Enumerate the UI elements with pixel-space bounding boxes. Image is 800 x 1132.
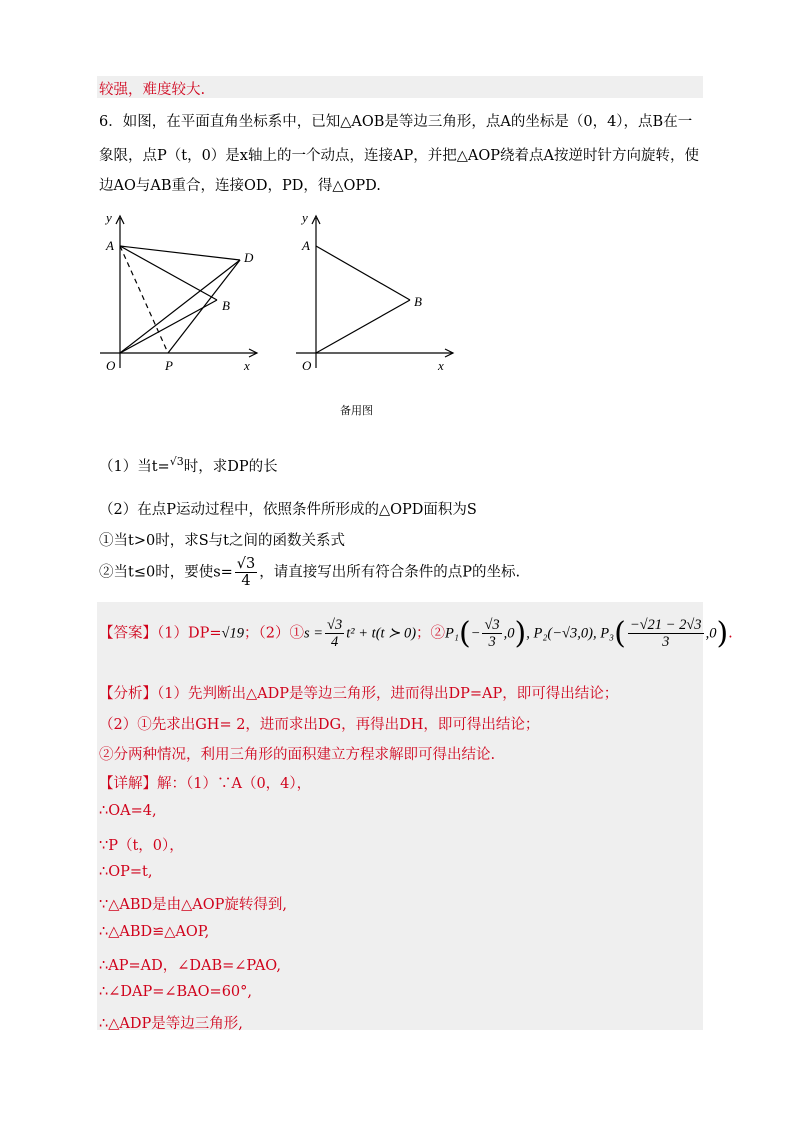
- segment-ob-2: [316, 300, 410, 353]
- q2b-text-a: ②当t≤0时，要使s=: [99, 564, 233, 581]
- q2b-den: 4: [241, 573, 251, 589]
- answer-p3-num: −√21 − 2√3: [629, 617, 702, 633]
- analysis-0: 【分析】（1）先判断出△ADP是等边三角形，进而得出DP=AP，即可得出结论；: [99, 686, 619, 702]
- label-a-2: A: [302, 238, 310, 253]
- answer-sep: ；②: [416, 625, 446, 642]
- label-x-2: x: [438, 358, 444, 373]
- answer-fraction: [325, 617, 344, 650]
- detail-4: ∵△ABD是由△AOP旋转得到,: [99, 897, 288, 913]
- answer-p3-tail: ,0: [705, 625, 717, 642]
- detail-3: ∴OP=t,: [99, 864, 153, 880]
- answer-sqrt19: √19: [221, 625, 244, 642]
- label-x: x: [244, 358, 250, 373]
- figure-2: [288, 208, 468, 378]
- label-o-2: O: [302, 358, 312, 373]
- detail-0: 【详解】解：（1）∵A（0，4），: [99, 776, 312, 792]
- label-y: y: [106, 210, 112, 225]
- segment-ad: [120, 246, 240, 260]
- figure-caption: 备用图: [340, 404, 373, 417]
- detail-5: ∴△ABD≌△AOP,: [99, 924, 210, 940]
- q1-text-b: 时，求DP的长: [183, 459, 278, 475]
- question-2: （2）在点P运动过程中，依照条件所形成的△OPD面积为S: [99, 502, 477, 518]
- question-2a: ①当t>0时，求S与t之间的函数关系式: [99, 533, 345, 549]
- detail-7: ∴∠DAP=∠BAO=60°,: [99, 984, 253, 1000]
- q2b-text-b: ，请直接写出所有符合条件的点P的坐标.: [259, 564, 521, 581]
- answer-p1: P₁: [445, 625, 459, 642]
- detail-8: ∴△ADP是等边三角形,: [99, 1016, 243, 1032]
- label-o: O: [106, 358, 116, 373]
- label-y-2: y: [302, 210, 308, 225]
- q1-text-a: （1）当t=: [99, 459, 170, 475]
- answer-p1-fraction: [482, 617, 501, 650]
- answer-p3-fraction: [628, 617, 704, 650]
- analysis-2: ②分两种情况，利用三角形的面积建立方程求解即可得出结论.: [99, 747, 496, 763]
- detail-6: ∴AP=AD，∠DAB=∠PAO,: [99, 958, 281, 974]
- label-a: A: [106, 238, 114, 253]
- analysis-1: （2）①先求出GH= 2，进而求出DG，再得出DH，即可得出结论；: [99, 717, 540, 733]
- text-line-0: 较强，难度较大.: [99, 82, 206, 98]
- answer-frac-den: 4: [331, 634, 339, 650]
- answer-p2: , P₂(−√3,0), P₃: [526, 625, 615, 642]
- label-b-2: B: [414, 294, 422, 309]
- label-d: D: [244, 250, 254, 265]
- answer-frac-num: √3: [327, 617, 343, 633]
- figure-1: [92, 208, 272, 378]
- text-line-2: 象限，点P（t，0）是x轴上的一个动点，连接AP，并把△AOP绕着点A按逆时针方向旋转，使: [99, 148, 699, 164]
- answer-p1-tail: ,0: [503, 625, 515, 642]
- answer-mid: ；（2）①: [243, 625, 304, 642]
- detail-1: ∴OA=4,: [99, 803, 157, 819]
- answer-line: 【答案】（1）DP=√19；（2）①s = $\frac{√3}{4}$ t² + t(t ≻ 0)；②P₁(− $\frac{√3}{3}$ ,0), P₂(−√3,0), P₃( $\frac{-√21 - 2√3}{3}$ ,0).: [99, 616, 733, 651]
- label-b: B: [222, 298, 230, 313]
- answer-s: s =: [303, 625, 324, 642]
- segment-ab: [120, 246, 217, 300]
- answer-p1-num: √3: [484, 617, 500, 633]
- segment-ap: [120, 246, 168, 353]
- text-line-3: 边AO与AB重合，连接OD，PD，得△OPD.: [99, 178, 381, 194]
- answer-end: .: [728, 625, 733, 642]
- answer-p3-den: 3: [662, 634, 670, 650]
- text-line-1: 6．如图，在平面直角坐标系中，已知△AOB是等边三角形，点A的坐标是（0，4），点B在一: [99, 114, 693, 130]
- question-1: [99, 455, 278, 476]
- label-p: P: [165, 358, 173, 373]
- q2b-fraction: [235, 556, 257, 589]
- q1-sqrt: √3: [169, 455, 184, 469]
- answer-p1-den: 3: [488, 634, 496, 650]
- segment-ab-2: [316, 246, 410, 300]
- answer-tail: t² + t(t ≻ 0): [346, 625, 417, 642]
- detail-2: ∵P（t，0），: [99, 838, 184, 854]
- answer-label: 【答案】（1）DP=: [99, 625, 222, 642]
- q2b-num: √3: [236, 556, 256, 572]
- question-2b: [99, 556, 520, 589]
